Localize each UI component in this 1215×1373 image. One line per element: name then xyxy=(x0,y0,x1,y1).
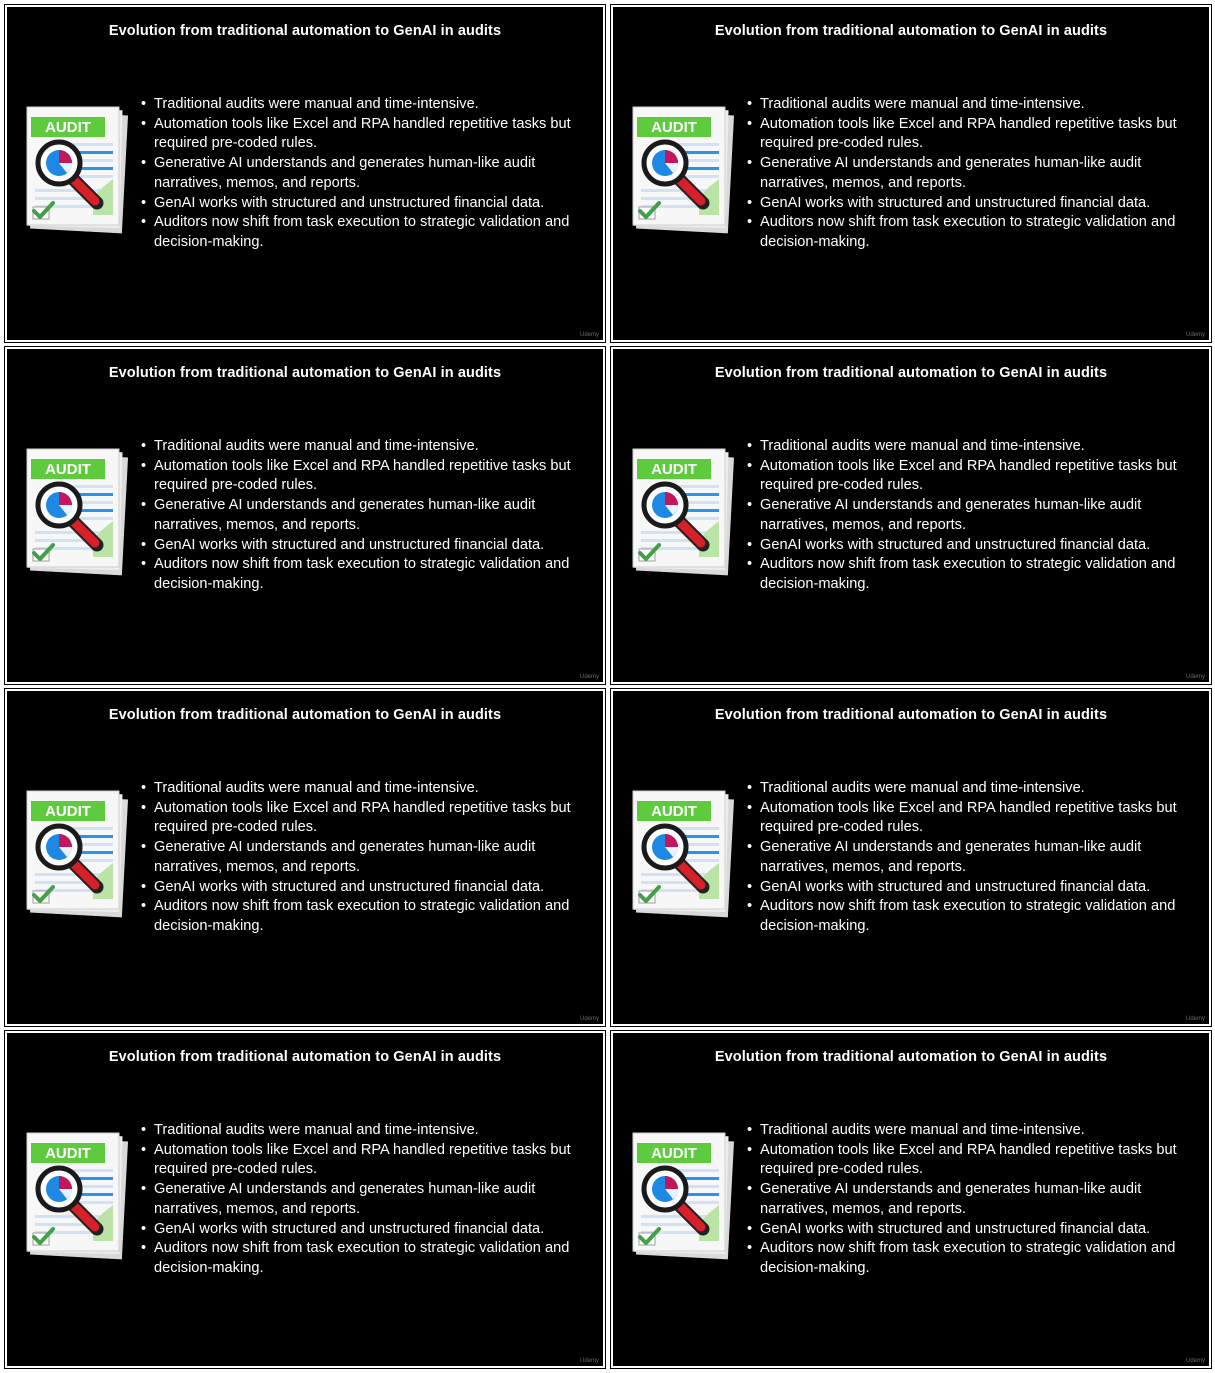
audit-document-icon xyxy=(19,783,129,923)
audit-badge-text: AUDIT xyxy=(45,461,91,478)
bullet-list xyxy=(746,779,1208,937)
audit-badge-text: AUDIT xyxy=(651,803,697,820)
bullet-item: • Traditional audits were manual and time-intensive. xyxy=(746,437,1208,457)
udemy-watermark: Udemy xyxy=(1185,1016,1205,1022)
slide-thumbnail[interactable] xyxy=(5,5,605,342)
bullet-item: • Traditional audits were manual and time-intensive. xyxy=(746,1121,1208,1141)
audit-document-icon xyxy=(19,441,129,581)
bullet-item: • Auditors now shift from task execution to strategic validation and decision-making. xyxy=(140,555,602,594)
slide-title: Evolution from traditional automation to GenAI in audits xyxy=(108,365,502,381)
bullet-item: • Auditors now shift from task execution to strategic validation and decision-making. xyxy=(746,555,1208,594)
bullet-item: • Automation tools like Excel and RPA handled repetitive tasks but required pre-coded rules. xyxy=(140,457,602,496)
slide-title: Evolution from traditional automation to GenAI in audits xyxy=(714,23,1108,39)
audit-document-icon xyxy=(19,1125,129,1265)
bullet-item: • Traditional audits were manual and time-intensive. xyxy=(140,95,602,115)
bullet-item: • Traditional audits were manual and time-intensive. xyxy=(746,95,1208,115)
bullet-item: • Traditional audits were manual and time-intensive. xyxy=(140,779,602,799)
audit-badge-text: AUDIT xyxy=(651,1145,697,1162)
bullet-item: • GenAI works with structured and unstructured financial data. xyxy=(746,536,1208,556)
slide-title: Evolution from traditional automation to GenAI in audits xyxy=(108,1049,502,1065)
bullet-item: • Auditors now shift from task execution to strategic validation and decision-making. xyxy=(140,897,602,936)
udemy-watermark: Udemy xyxy=(579,332,599,338)
bullet-item: • Traditional audits were manual and time-intensive. xyxy=(140,1121,602,1141)
bullet-item: • Auditors now shift from task execution to strategic validation and decision-making. xyxy=(140,213,602,252)
slide-thumbnail[interactable] xyxy=(5,347,605,684)
bullet-item: • Generative AI understands and generates human-like audit narratives, memos, and reports. xyxy=(746,838,1208,877)
slide-thumbnail[interactable] xyxy=(611,689,1211,1026)
bullet-item: • Generative AI understands and generates human-like audit narratives, memos, and reports. xyxy=(746,496,1208,535)
bullet-list xyxy=(746,95,1208,253)
bullet-item: • GenAI works with structured and unstructured financial data. xyxy=(140,536,602,556)
bullet-item: • Generative AI understands and generates human-like audit narratives, memos, and reports. xyxy=(140,154,602,193)
audit-badge-text: AUDIT xyxy=(45,1145,91,1162)
bullet-item: • GenAI works with structured and unstructured financial data. xyxy=(746,878,1208,898)
slide-title: Evolution from traditional automation to GenAI in audits xyxy=(108,23,502,39)
bullet-list xyxy=(140,1121,602,1279)
slide-title: Evolution from traditional automation to GenAI in audits xyxy=(714,707,1108,723)
audit-document-icon xyxy=(625,99,735,239)
slide-title: Evolution from traditional automation to GenAI in audits xyxy=(714,365,1108,381)
audit-document-icon xyxy=(625,1125,735,1265)
bullet-item: • Traditional audits were manual and time-intensive. xyxy=(140,437,602,457)
bullet-item: • GenAI works with structured and unstructured financial data. xyxy=(140,1220,602,1240)
bullet-item: • GenAI works with structured and unstructured financial data. xyxy=(746,194,1208,214)
udemy-watermark: Udemy xyxy=(1185,1358,1205,1364)
bullet-item: • Automation tools like Excel and RPA handled repetitive tasks but required pre-coded rules. xyxy=(746,1141,1208,1180)
slide-thumbnail[interactable] xyxy=(5,1031,605,1368)
bullet-item: • Automation tools like Excel and RPA handled repetitive tasks but required pre-coded rules. xyxy=(140,799,602,838)
slide-thumbnail[interactable] xyxy=(5,689,605,1026)
bullet-list xyxy=(140,779,602,937)
slide-title: Evolution from traditional automation to GenAI in audits xyxy=(714,1049,1108,1065)
bullet-item: • Auditors now shift from task execution to strategic validation and decision-making. xyxy=(746,213,1208,252)
bullet-list xyxy=(746,1121,1208,1279)
slide-title: Evolution from traditional automation to GenAI in audits xyxy=(108,707,502,723)
bullet-item: • Auditors now shift from task execution to strategic validation and decision-making. xyxy=(746,897,1208,936)
udemy-watermark: Udemy xyxy=(1185,674,1205,680)
audit-badge-text: AUDIT xyxy=(651,119,697,136)
udemy-watermark: Udemy xyxy=(579,1358,599,1364)
slide-thumbnail[interactable] xyxy=(611,1031,1211,1368)
bullet-item: • GenAI works with structured and unstructured financial data. xyxy=(140,878,602,898)
bullet-item: • Traditional audits were manual and time-intensive. xyxy=(746,779,1208,799)
bullet-item: • Generative AI understands and generates human-like audit narratives, memos, and reports. xyxy=(140,838,602,877)
audit-badge-text: AUDIT xyxy=(45,803,91,820)
bullet-item: • Automation tools like Excel and RPA handled repetitive tasks but required pre-coded rules. xyxy=(746,457,1208,496)
slide-thumbnail[interactable] xyxy=(611,5,1211,342)
udemy-watermark: Udemy xyxy=(1185,332,1205,338)
audit-document-icon xyxy=(625,441,735,581)
bullet-item: • Automation tools like Excel and RPA handled repetitive tasks but required pre-coded rules. xyxy=(746,115,1208,154)
slide-grid xyxy=(5,5,1211,1369)
bullet-item: • Automation tools like Excel and RPA handled repetitive tasks but required pre-coded rules. xyxy=(746,799,1208,838)
bullet-item: • Automation tools like Excel and RPA handled repetitive tasks but required pre-coded rules. xyxy=(140,1141,602,1180)
bullet-item: • Auditors now shift from task execution to strategic validation and decision-making. xyxy=(140,1239,602,1278)
slide-thumbnail[interactable] xyxy=(611,347,1211,684)
bullet-item: • GenAI works with structured and unstructured financial data. xyxy=(746,1220,1208,1240)
audit-document-icon xyxy=(19,99,129,239)
bullet-item: • Auditors now shift from task execution to strategic validation and decision-making. xyxy=(746,1239,1208,1278)
bullet-item: • GenAI works with structured and unstructured financial data. xyxy=(140,194,602,214)
bullet-list xyxy=(746,437,1208,595)
bullet-item: • Automation tools like Excel and RPA handled repetitive tasks but required pre-coded rules. xyxy=(140,115,602,154)
udemy-watermark: Udemy xyxy=(579,674,599,680)
audit-badge-text: AUDIT xyxy=(651,461,697,478)
audit-badge-text: AUDIT xyxy=(45,119,91,136)
bullet-list xyxy=(140,437,602,595)
bullet-list xyxy=(140,95,602,253)
bullet-item: • Generative AI understands and generates human-like audit narratives, memos, and reports. xyxy=(746,1180,1208,1219)
udemy-watermark: Udemy xyxy=(579,1016,599,1022)
bullet-item: • Generative AI understands and generates human-like audit narratives, memos, and reports. xyxy=(140,1180,602,1219)
audit-document-icon xyxy=(625,783,735,923)
bullet-item: • Generative AI understands and generates human-like audit narratives, memos, and reports. xyxy=(746,154,1208,193)
bullet-item: • Generative AI understands and generates human-like audit narratives, memos, and reports. xyxy=(140,496,602,535)
